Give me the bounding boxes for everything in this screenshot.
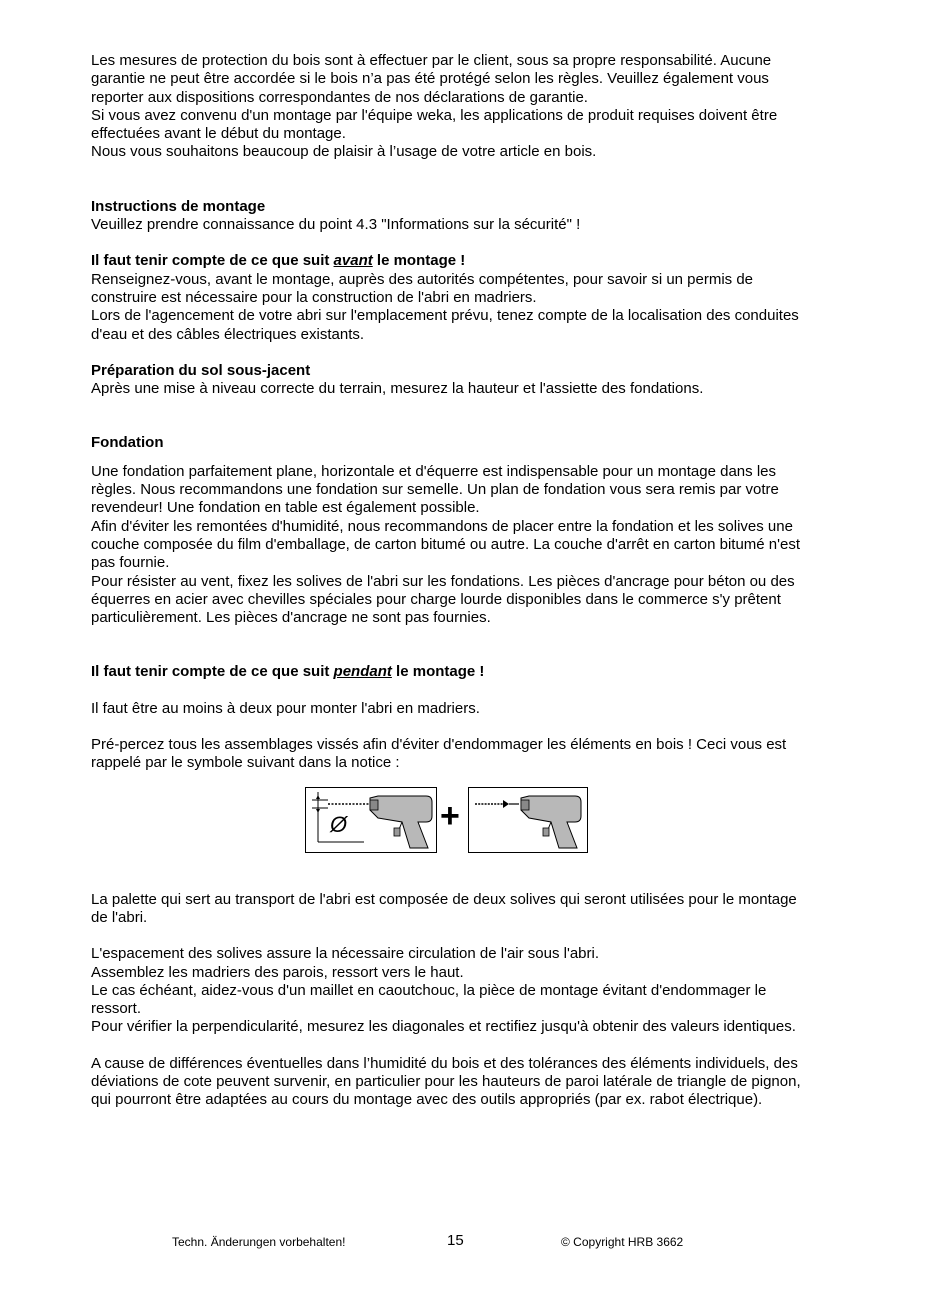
assembly-line: ressort. bbox=[91, 1000, 142, 1018]
preparation-section bbox=[91, 362, 851, 399]
instructions-text: Veuillez prendre connaissance du point 4.3 "Informations sur la sécurité" ! bbox=[91, 216, 581, 234]
intro-line: Les mesures de protection du bois sont à effectuer par le client, sous sa propre responsabilité. Aucune bbox=[91, 52, 772, 69]
before-heading: Il faut tenir compte de ce que suit avant le montage ! bbox=[91, 252, 466, 270]
fondation-line: Afin d'éviter les remontées d'humidité, nous recommandons de placer entre la fondation et les solives une bbox=[91, 517, 793, 535]
screwdriver-drill-icon bbox=[468, 787, 588, 853]
before-line: Renseignez-vous, avant le montage, auprès des autorités compétentes, pour savoir si un permis de bbox=[91, 270, 754, 288]
page-number: 15 bbox=[447, 1232, 464, 1249]
before-line: d'eau et des câbles électriques existants. bbox=[91, 325, 365, 343]
during-line: rappelé par le symbole suivant dans la notice : bbox=[91, 754, 400, 772]
plus-symbol: + bbox=[440, 796, 460, 835]
document-body bbox=[91, 52, 851, 1110]
fondation-section bbox=[91, 434, 851, 627]
fondation-line: pas fournie. bbox=[91, 554, 170, 572]
intro-line: Nous vous souhaitons beaucoup de plaisir à l’usage de votre article en bois. bbox=[91, 143, 597, 161]
preparation-heading: Préparation du sol sous-jacent bbox=[91, 361, 311, 379]
instructions-section bbox=[91, 198, 851, 235]
page-footer bbox=[0, 1232, 950, 1252]
intro-line: reporter aux dispositions correspondantes de nos déclarations de garantie. bbox=[91, 88, 588, 106]
footer-disclaimer: Techn. Änderungen vorbehalten! bbox=[172, 1235, 346, 1249]
intro-line: garantie ne peut être accordée si le bois n’a pas été protégé selon les règles. Veuillez également vous bbox=[91, 70, 769, 88]
palette-line: de l'abri. bbox=[91, 908, 148, 926]
footer-copyright: © Copyright HRB 3662 bbox=[561, 1235, 684, 1249]
assembly-line: Pour vérifier la perpendicularité, mesurez les diagonales et rectifiez jusqu'à obtenir des valeurs identiques. bbox=[91, 1018, 796, 1036]
during-text: Il faut être au moins à deux pour monter l'abri en madriers. bbox=[91, 699, 480, 717]
intro-line: effectuées avant le début du montage. bbox=[91, 125, 346, 143]
before-section bbox=[91, 252, 851, 343]
fondation-line: équerres en acier avec chevilles spéciales pour charge lourde disponibles dans le commerce s'y prêtent bbox=[91, 590, 781, 608]
assembly-line: L'espacement des solives assure la nécessaire circulation de l'air sous l'abri. bbox=[91, 945, 600, 963]
fondation-heading: Fondation bbox=[91, 434, 164, 452]
fondation-line: particulièrement. Les pièces d'ancrage ne sont pas fournies. bbox=[91, 609, 491, 627]
fondation-line: couche composée du film d'emballage, de carton bitumé ou autre. La couche d'arrêt en carton bitumé n'est bbox=[91, 535, 801, 553]
fondation-line: revendeur! Une fondation en table est également possible. bbox=[91, 499, 480, 517]
diameter-symbol: Ø bbox=[330, 811, 348, 837]
tolerance-line: A cause de différences éventuelles dans l’humidité du bois et des tolérances des éléments individuels, des bbox=[91, 1054, 798, 1072]
assembly-line: Assemblez les madriers des parois, ressort vers le haut. bbox=[91, 963, 464, 981]
intro-line: Si vous avez convenu d'un montage par l'équipe weka, les applications de produit requises doivent être bbox=[91, 106, 778, 124]
tolerance-line: qui pourront être adaptées au cours du montage avec des outils appropriés (par ex. rabot électrique). bbox=[91, 1091, 763, 1109]
tolerance-line: déviations de cote peuvent survenir, en particulier pour les hauteurs de paroi latérale de triangle de pignon, bbox=[91, 1072, 801, 1090]
palette-section bbox=[91, 891, 851, 928]
intro-section bbox=[91, 52, 851, 162]
tolerance-section bbox=[91, 1055, 851, 1110]
before-line: Lors de l'agencement de votre abri sur l'emplacement prévu, tenez compte de la localisation des conduites bbox=[91, 307, 799, 325]
pre-drill-symbol bbox=[91, 787, 851, 879]
palette-line: La palette qui sert au transport de l'abri est composée de deux solives qui seront utilisées pour le montage bbox=[91, 890, 797, 908]
fondation-line: Pour résister au vent, fixez les solives de l'abri sur les fondations. Les pièces d'ancrage pour béton ou des bbox=[91, 572, 795, 590]
instructions-heading: Instructions de montage bbox=[91, 197, 266, 215]
drill-with-diameter-icon bbox=[305, 787, 437, 853]
assembly-line: Le cas échéant, aidez-vous d'un maillet en caoutchouc, la pièce de montage évitant d'endommager le bbox=[91, 981, 767, 999]
before-emphasis: avant bbox=[333, 252, 373, 270]
during-line: Pré-percez tous les assemblages vissés afin d'éviter d'endommager les éléments en bois ! Ceci vous est bbox=[91, 736, 787, 754]
fondation-line: règles. Nous recommandons une fondation sur semelle. Un plan de fondation vous sera remis par votre bbox=[91, 481, 779, 499]
fondation-line: Une fondation parfaitement plane, horizontale et d'équerre est indispensable pour un montage dans les bbox=[91, 462, 776, 480]
assembly-section bbox=[91, 945, 851, 1036]
during-heading: Il faut tenir compte de ce que suit pendant le montage ! bbox=[91, 663, 485, 681]
before-line: construire est nécessaire pour la construction de l'abri en madriers. bbox=[91, 288, 537, 306]
preparation-text: Après une mise à niveau correcte du terrain, mesurez la hauteur et l'assiette des fondations. bbox=[91, 380, 704, 398]
during-emphasis: pendant bbox=[333, 663, 392, 681]
during-section bbox=[91, 663, 851, 772]
